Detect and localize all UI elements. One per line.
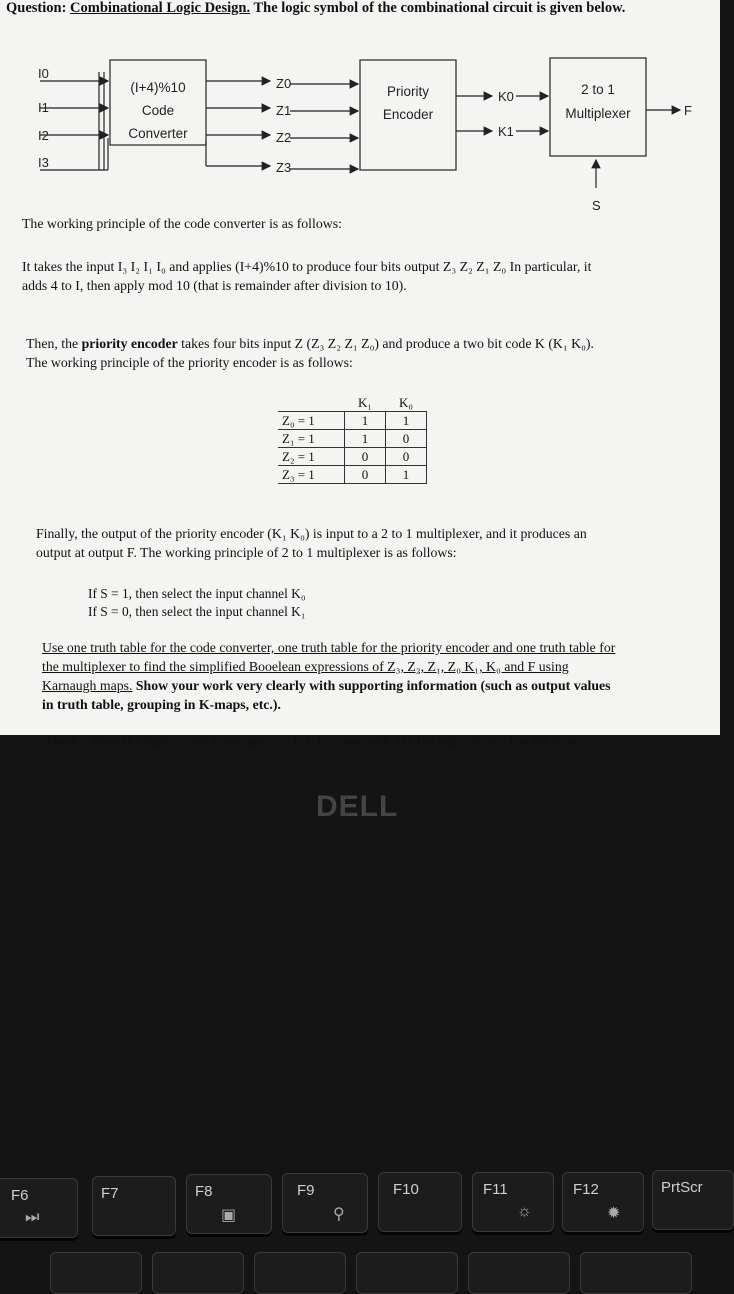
question-text: The logic symbol of the combinational circuit is given below. [250, 0, 626, 16]
display-icon: ▣ [221, 1207, 237, 1224]
key-f9[interactable] [282, 1173, 368, 1233]
key-lower-1[interactable] [50, 1252, 142, 1294]
circuit-diagram [0, 48, 720, 218]
paragraph-converter-desc-1: It takes the input I₃ I₂ I₁ I₀ and applies (I+4)%10 to produce four bits output Z₃ Z₂ Z₁ Z₀ In particular, it [22, 259, 592, 274]
output-f-label: F [684, 103, 692, 118]
key-f9-label: F9 [297, 1182, 315, 1199]
table-cell-cond: Z₀ = 1 [278, 412, 345, 430]
table-cell-k1: 0 [345, 448, 386, 466]
paragraph-encoder-desc-2: The working principle of the priority encoder is as follows: [26, 355, 353, 370]
converter-label-1: (I+4)%10 [130, 80, 186, 95]
key-f6[interactable] [0, 1178, 78, 1238]
dell-logo: DELL [316, 790, 399, 823]
key-f8[interactable] [186, 1174, 272, 1234]
encoder-desc-post: takes four bits input Z (Z₃ Z₂ Z₁ Z₀) and produce a two bit code K (K₁ K₀). [177, 336, 594, 351]
instruction-line-4: in truth table, grouping in K-maps, etc.). [42, 697, 281, 712]
encoder-desc-bold: priority encoder [81, 336, 178, 351]
input-i2-label: I2 [38, 128, 49, 143]
paragraph-converter-intro: The working principle of the code converter is as follows: [22, 216, 342, 231]
key-lower-4[interactable] [356, 1252, 458, 1294]
mux-rule-s0: If S = 0, then select the input channel K₁ [88, 604, 306, 619]
key-f12[interactable] [562, 1172, 644, 1232]
paragraph-mux-desc-1: Finally, the output of the priority encoder (K₁ K₀) is input to a 2 to 1 multiplexer, and it produces an [36, 526, 587, 541]
mux-rule-s1: If S = 1, then select the input channel K₀ [88, 586, 306, 601]
table-header-k1: K₁ [345, 394, 386, 412]
encoder-label-1: Priority [386, 84, 430, 99]
k1-label: K1 [498, 124, 514, 139]
key-lower-6[interactable] [580, 1252, 692, 1294]
key-f6-label: F6 [11, 1187, 29, 1204]
encoder-desc-pre: Then, the [26, 336, 82, 351]
table-header-k0: K₀ [386, 394, 427, 412]
final-instruction: Finally, draw the logic circuit from inputs I₃ I₂ I₁ I₀ to output F. On the logic circuit, test the input [46, 733, 583, 748]
converter-label-2: Code [141, 103, 175, 118]
key-f11[interactable] [472, 1172, 554, 1232]
question-header [6, 0, 625, 17]
search-icon: ⚲ [333, 1206, 345, 1223]
input-i3-label: I3 [38, 155, 49, 170]
input-i1-label: I1 [38, 100, 49, 115]
instruction-kmaps: Karnaugh maps. [42, 678, 133, 693]
converter-label-3: Converter [128, 126, 188, 141]
paragraph-encoder-desc-1 [26, 334, 594, 353]
paragraph-converter-desc-2: adds 4 to I, then apply mod 10 (that is remainder after division to 10). [22, 278, 407, 293]
encoder-label-2: Encoder [382, 107, 434, 122]
table-cell-k1: 0 [345, 466, 386, 484]
table-row [278, 412, 427, 430]
table-cell-k0: 0 [386, 448, 427, 466]
key-f10-label: F10 [393, 1181, 419, 1198]
table-header-empty [278, 394, 345, 412]
table-row [278, 448, 427, 466]
key-f12-label: F12 [573, 1181, 599, 1198]
table-cell-cond: Z₂ = 1 [278, 448, 345, 466]
table-row [278, 466, 427, 484]
media-skip-icon: ⏭ [25, 1209, 40, 1226]
instruction-line-2: the multiplexer to find the simplified Booelean expressions of Z₃, Z₂, Z₁, Z₀ K₁, K₀ and F using [42, 659, 569, 674]
instruction-line-1: Use one truth table for the code converter, one truth table for the priority encoder and one truth table for [42, 640, 616, 655]
key-f7-label: F7 [101, 1185, 119, 1202]
input-i0-label: I0 [38, 66, 49, 81]
table-cell-cond: Z₁ = 1 [278, 430, 345, 448]
table-cell-k1: 1 [345, 412, 386, 430]
question-topic: Combinational Logic Design. [70, 0, 251, 16]
key-prtscr-label: PrtScr [661, 1179, 703, 1196]
keyboard-function-row [0, 1160, 720, 1280]
table-cell-k1: 1 [345, 430, 386, 448]
key-f8-label: F8 [195, 1183, 213, 1200]
z3-label: Z3 [276, 160, 292, 175]
table-row [278, 430, 427, 448]
table-cell-k0: 0 [386, 430, 427, 448]
key-f7[interactable] [92, 1176, 176, 1236]
k0-label: K0 [498, 89, 514, 104]
brightness-down-icon: ☼ [517, 1203, 532, 1220]
key-f10[interactable] [378, 1172, 462, 1232]
instruction-show-work: Show your work very clearly with supporting information (such as output values [132, 678, 611, 693]
key-prtscr[interactable] [652, 1170, 734, 1230]
z1-label: Z1 [276, 103, 292, 118]
select-s-label: S [592, 198, 601, 213]
key-lower-5[interactable] [468, 1252, 570, 1294]
table-cell-k0: 1 [386, 466, 427, 484]
key-lower-2[interactable] [152, 1252, 244, 1294]
priority-encoder-table [278, 394, 427, 484]
table-cell-k0: 1 [386, 412, 427, 430]
question-prefix: Question: [6, 0, 67, 16]
instruction-line-3 [42, 676, 611, 695]
table-cell-cond: Z₃ = 1 [278, 466, 345, 484]
key-f11-label: F11 [483, 1181, 508, 1198]
mux-label-2: Multiplexer [565, 106, 631, 121]
mux-label-1: 2 to 1 [581, 82, 615, 97]
brightness-up-icon: ✹ [607, 1205, 621, 1222]
z0-label: Z0 [276, 76, 292, 91]
key-lower-3[interactable] [254, 1252, 346, 1294]
z2-label: Z2 [276, 130, 292, 145]
paragraph-mux-desc-2: output at output F. The working principle of 2 to 1 multiplexer is as follows: [36, 545, 457, 560]
